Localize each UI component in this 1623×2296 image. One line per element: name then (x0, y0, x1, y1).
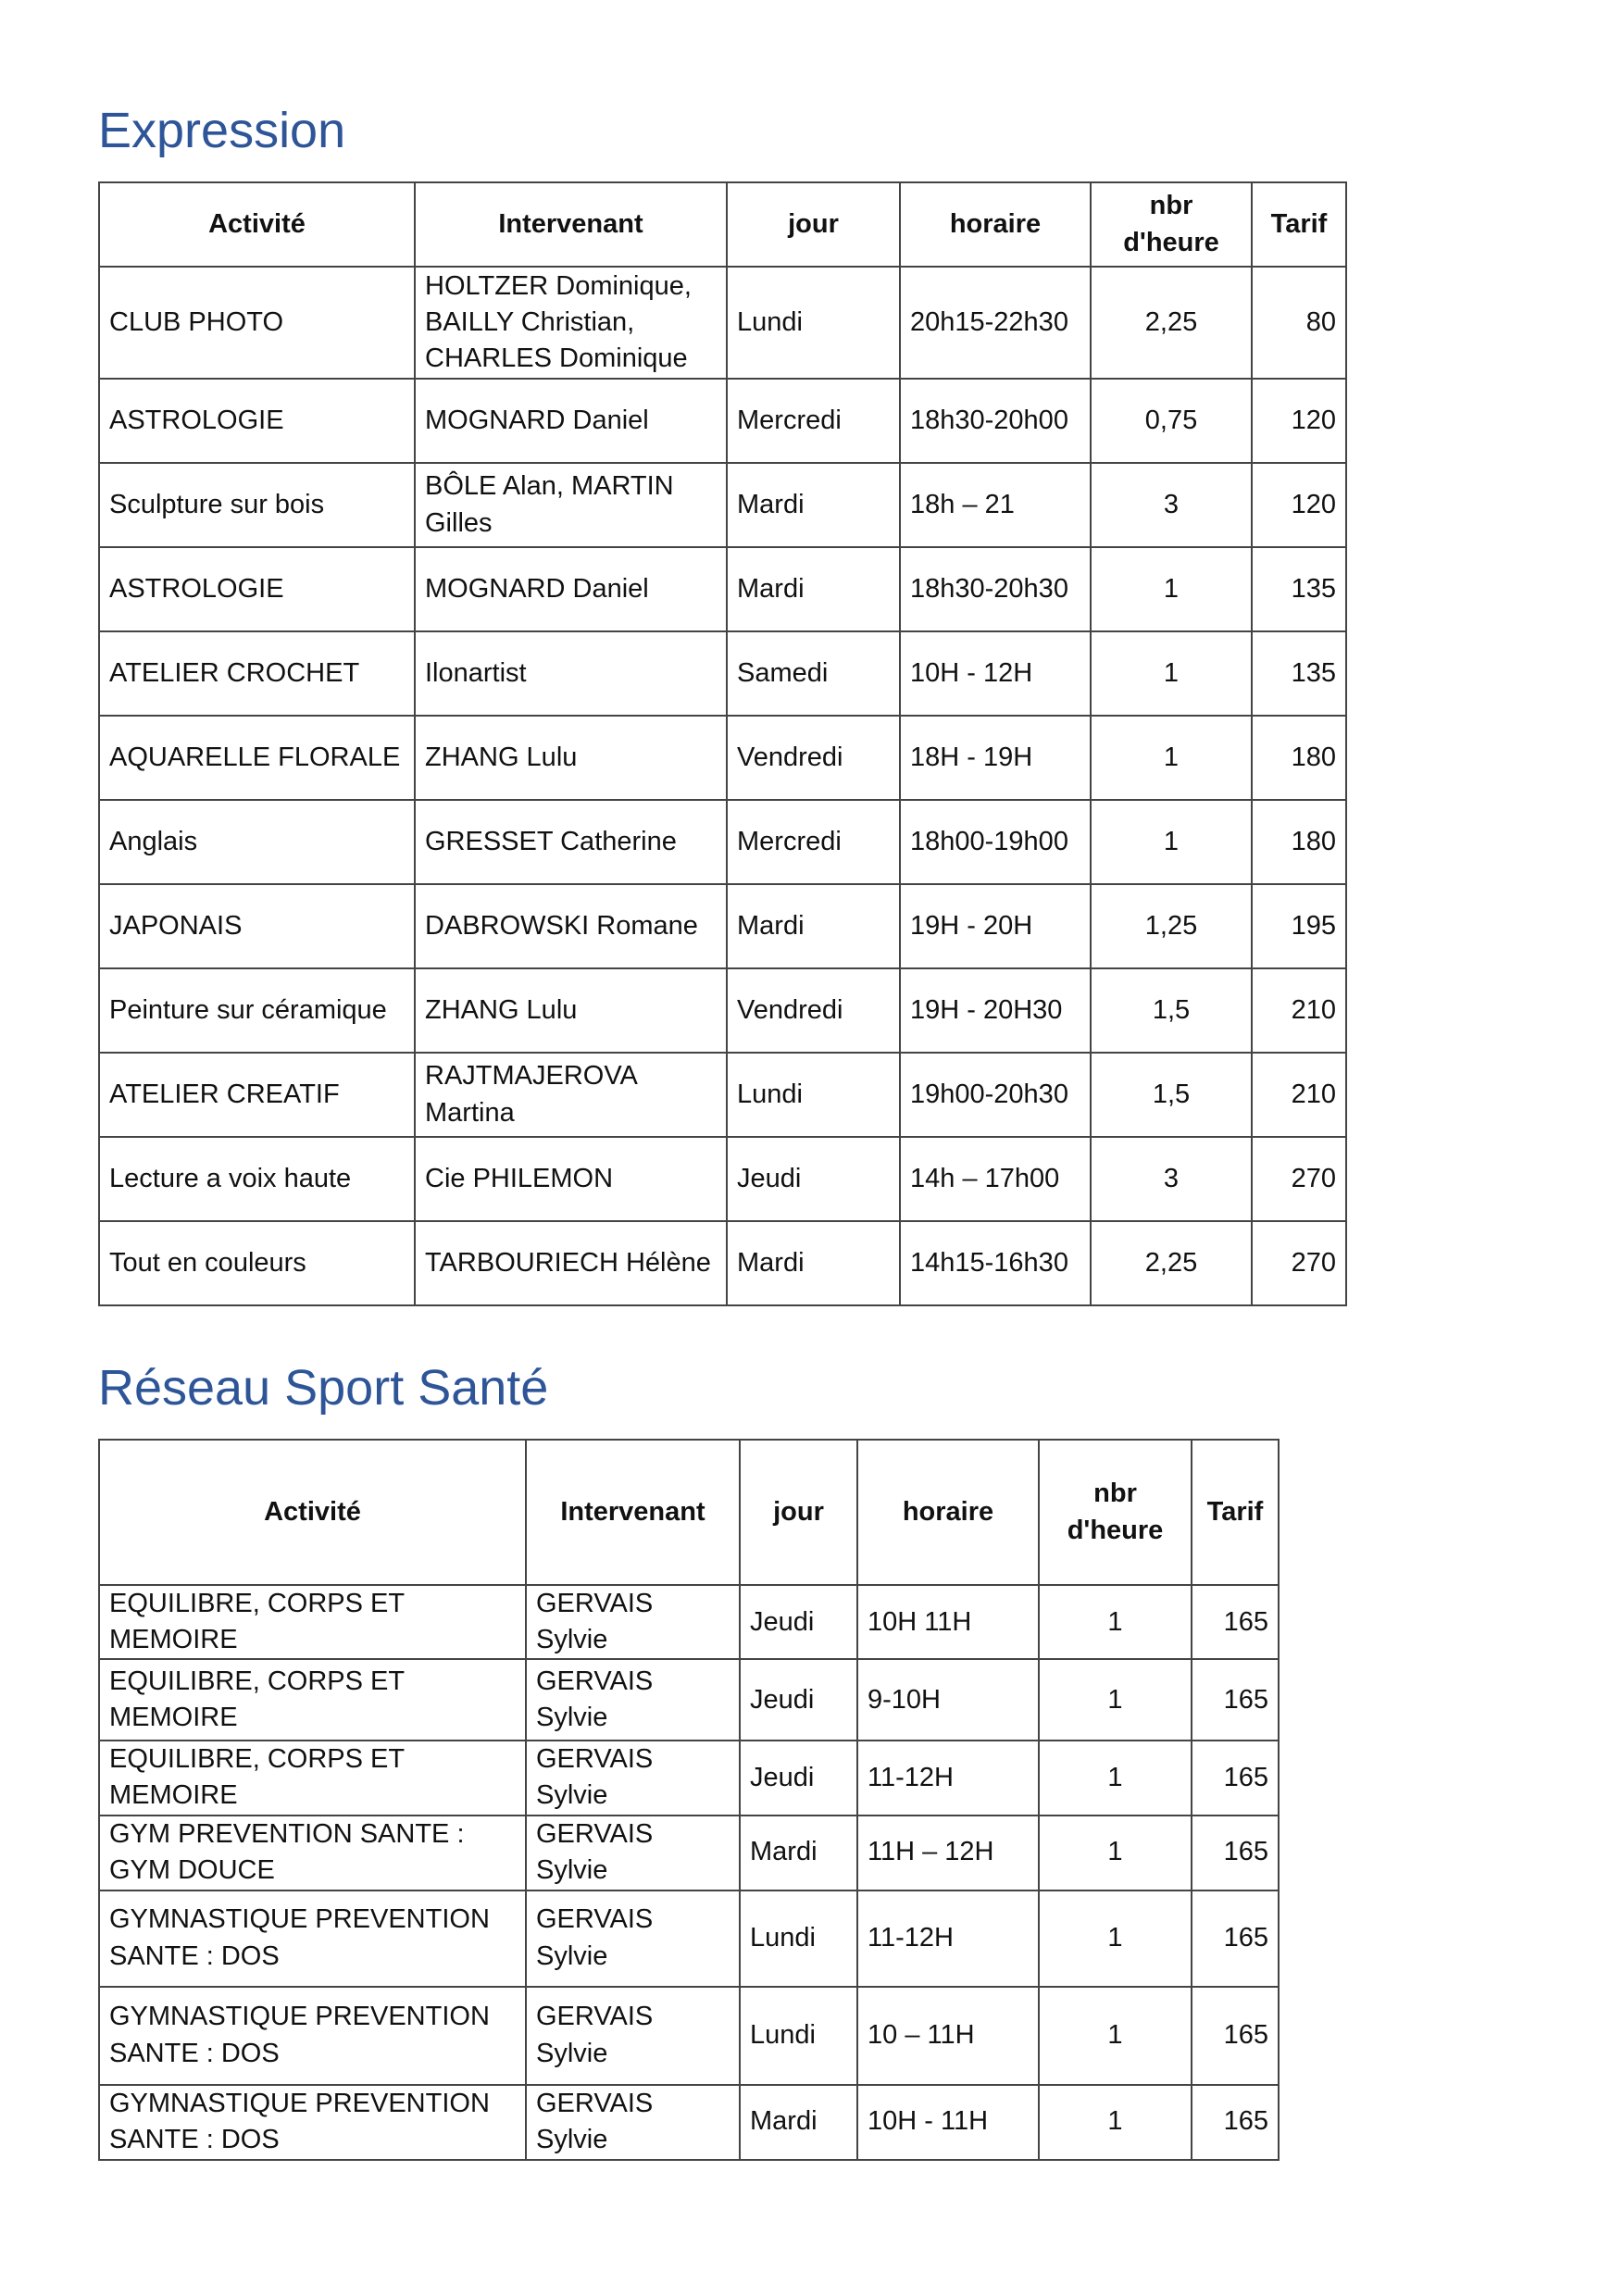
cell-horaire: 10H - 12H (900, 631, 1091, 716)
cell-tarif: 165 (1192, 1585, 1279, 1659)
header-nbr-heure (1091, 182, 1252, 267)
cell-nbr: 1 (1039, 1816, 1192, 1890)
cell-tarif: 80 (1252, 267, 1346, 379)
cell-jour: Jeudi (727, 1137, 900, 1221)
cell-jour: Mardi (727, 547, 900, 631)
table-row (99, 267, 1346, 379)
header-nbr-line1: nbr (1093, 1479, 1137, 1509)
cell-intervenant: MOGNARD Daniel (415, 547, 727, 631)
cell-activite: AQUARELLE FLORALE (99, 716, 415, 800)
cell-activite: CLUB PHOTO (99, 267, 415, 379)
cell-nbr: 1,25 (1091, 884, 1252, 968)
header-nbr-line2: d'heure (1123, 227, 1219, 257)
table-row (99, 1987, 1279, 2085)
cell-activite: Lecture a voix haute (99, 1137, 415, 1221)
header-activite: Activité (99, 1440, 526, 1585)
cell-intervenant: GERVAIS Sylvie (526, 1816, 740, 1890)
header-jour: jour (727, 182, 900, 267)
cell-nbr: 1 (1039, 1585, 1192, 1659)
cell-jour: Lundi (740, 1987, 857, 2085)
table-row (99, 2085, 1279, 2160)
cell-jour: Mardi (740, 1816, 857, 1890)
cell-intervenant: GERVAIS Sylvie (526, 1890, 740, 1987)
table-row (99, 1741, 1279, 1815)
cell-jour: Vendredi (727, 716, 900, 800)
section-title-expression: Expression (98, 103, 346, 158)
cell-tarif: 120 (1252, 463, 1346, 547)
table-header-row (99, 182, 1346, 267)
cell-nbr: 1 (1091, 631, 1252, 716)
cell-nbr: 1 (1039, 1890, 1192, 1987)
cell-jour: Lundi (740, 1890, 857, 1987)
table-row (99, 463, 1346, 547)
cell-activite: EQUILIBRE, CORPS ET MEMOIRE (99, 1585, 526, 1659)
cell-horaire: 19H - 20H30 (900, 968, 1091, 1053)
header-nbr-line1: nbr (1149, 191, 1193, 221)
cell-nbr: 0,75 (1091, 379, 1252, 463)
cell-horaire: 20h15-22h30 (900, 267, 1091, 379)
cell-nbr: 1 (1091, 716, 1252, 800)
expression-table (98, 181, 1347, 1306)
cell-nbr: 1 (1091, 547, 1252, 631)
table-row (99, 1816, 1279, 1890)
cell-intervenant: RAJTMAJEROVA Martina (415, 1053, 727, 1137)
header-activite: Activité (99, 182, 415, 267)
cell-horaire: 10H - 11H (857, 2085, 1039, 2160)
cell-tarif: 165 (1192, 2085, 1279, 2160)
cell-intervenant: ZHANG Lulu (415, 968, 727, 1053)
header-intervenant: Intervenant (415, 182, 727, 267)
cell-intervenant: GRESSET Catherine (415, 800, 727, 884)
cell-intervenant: GERVAIS Sylvie (526, 1585, 740, 1659)
cell-jour: Mercredi (727, 379, 900, 463)
cell-tarif: 165 (1192, 1741, 1279, 1815)
cell-horaire: 11H – 12H (857, 1816, 1039, 1890)
table-row (99, 1659, 1279, 1741)
cell-intervenant: Cie PHILEMON (415, 1137, 727, 1221)
cell-intervenant: GERVAIS Sylvie (526, 1741, 740, 1815)
cell-intervenant: BÔLE Alan, MARTIN Gilles (415, 463, 727, 547)
cell-tarif: 270 (1252, 1221, 1346, 1305)
cell-activite: Anglais (99, 800, 415, 884)
cell-horaire: 18h – 21 (900, 463, 1091, 547)
cell-activite: Tout en couleurs (99, 1221, 415, 1305)
cell-activite: Peinture sur céramique (99, 968, 415, 1053)
cell-tarif: 135 (1252, 547, 1346, 631)
cell-horaire: 10H 11H (857, 1585, 1039, 1659)
cell-jour: Vendredi (727, 968, 900, 1053)
cell-tarif: 165 (1192, 1659, 1279, 1741)
cell-activite: EQUILIBRE, CORPS ET MEMOIRE (99, 1741, 526, 1815)
cell-horaire: 18h30-20h00 (900, 379, 1091, 463)
cell-tarif: 180 (1252, 716, 1346, 800)
table-row (99, 1585, 1279, 1659)
cell-jour: Mercredi (727, 800, 900, 884)
cell-jour: Jeudi (740, 1585, 857, 1659)
cell-intervenant: DABROWSKI Romane (415, 884, 727, 968)
cell-nbr: 1,5 (1091, 1053, 1252, 1137)
cell-horaire: 11-12H (857, 1741, 1039, 1815)
table-row (99, 884, 1346, 968)
cell-tarif: 210 (1252, 1053, 1346, 1137)
cell-activite: Sculpture sur bois (99, 463, 415, 547)
cell-jour: Lundi (727, 1053, 900, 1137)
cell-horaire: 9-10H (857, 1659, 1039, 1741)
cell-activite: GYMNASTIQUE PREVENTION SANTE : DOS (99, 1890, 526, 1987)
table-header-row (99, 1440, 1279, 1585)
header-nbr-heure (1039, 1440, 1192, 1585)
cell-intervenant: GERVAIS Sylvie (526, 1987, 740, 2085)
cell-horaire: 19H - 20H (900, 884, 1091, 968)
cell-tarif: 165 (1192, 1816, 1279, 1890)
table-row (99, 631, 1346, 716)
cell-intervenant: GERVAIS Sylvie (526, 1659, 740, 1741)
cell-horaire: 18h30-20h30 (900, 547, 1091, 631)
header-tarif: Tarif (1192, 1440, 1279, 1585)
cell-tarif: 195 (1252, 884, 1346, 968)
cell-nbr: 2,25 (1091, 1221, 1252, 1305)
header-horaire: horaire (857, 1440, 1039, 1585)
cell-horaire: 18H - 19H (900, 716, 1091, 800)
cell-intervenant: TARBOURIECH Hélène (415, 1221, 727, 1305)
cell-activite: ASTROLOGIE (99, 547, 415, 631)
cell-horaire: 18h00-19h00 (900, 800, 1091, 884)
cell-nbr: 1,5 (1091, 968, 1252, 1053)
cell-nbr: 3 (1091, 1137, 1252, 1221)
cell-activite: GYMNASTIQUE PREVENTION SANTE : DOS (99, 1987, 526, 2085)
cell-jour: Mardi (740, 2085, 857, 2160)
cell-activite: GYM PREVENTION SANTE : GYM DOUCE (99, 1816, 526, 1890)
cell-activite: ATELIER CROCHET (99, 631, 415, 716)
cell-tarif: 135 (1252, 631, 1346, 716)
cell-jour: Mardi (727, 463, 900, 547)
cell-intervenant: Ilonartist (415, 631, 727, 716)
cell-tarif: 165 (1192, 1890, 1279, 1987)
cell-intervenant: GERVAIS Sylvie (526, 2085, 740, 2160)
table-row (99, 968, 1346, 1053)
cell-horaire: 11-12H (857, 1890, 1039, 1987)
cell-horaire: 14h – 17h00 (900, 1137, 1091, 1221)
cell-intervenant: HOLTZER Dominique, BAILLY Christian, CHARLES Dominique (415, 267, 727, 379)
cell-activite: EQUILIBRE, CORPS ET MEMOIRE (99, 1659, 526, 1741)
cell-horaire: 10 – 11H (857, 1987, 1039, 2085)
cell-tarif: 270 (1252, 1137, 1346, 1221)
reseau-sport-sante-table (98, 1439, 1280, 2161)
table-row (99, 716, 1346, 800)
cell-nbr: 2,25 (1091, 267, 1252, 379)
cell-nbr: 3 (1091, 463, 1252, 547)
table-row (99, 1053, 1346, 1137)
cell-intervenant: MOGNARD Daniel (415, 379, 727, 463)
cell-horaire: 14h15-16h30 (900, 1221, 1091, 1305)
table-row (99, 547, 1346, 631)
table-row (99, 379, 1346, 463)
cell-tarif: 165 (1192, 1987, 1279, 2085)
cell-tarif: 180 (1252, 800, 1346, 884)
table-row (99, 1221, 1346, 1305)
cell-nbr: 1 (1039, 2085, 1192, 2160)
cell-horaire: 19h00-20h30 (900, 1053, 1091, 1137)
table-row (99, 1137, 1346, 1221)
cell-jour: Lundi (727, 267, 900, 379)
cell-jour: Jeudi (740, 1741, 857, 1815)
cell-jour: Mardi (727, 884, 900, 968)
cell-activite: ATELIER CREATIF (99, 1053, 415, 1137)
table-row (99, 1890, 1279, 1987)
cell-nbr: 1 (1091, 800, 1252, 884)
cell-activite: JAPONAIS (99, 884, 415, 968)
cell-tarif: 120 (1252, 379, 1346, 463)
header-jour: jour (740, 1440, 857, 1585)
cell-activite: ASTROLOGIE (99, 379, 415, 463)
cell-tarif: 210 (1252, 968, 1346, 1053)
cell-nbr: 1 (1039, 1741, 1192, 1815)
header-intervenant: Intervenant (526, 1440, 740, 1585)
section-title-reseau-sport-sante: Réseau Sport Santé (98, 1360, 549, 1416)
cell-intervenant: ZHANG Lulu (415, 716, 727, 800)
cell-jour: Jeudi (740, 1659, 857, 1741)
header-horaire: horaire (900, 182, 1091, 267)
table-row (99, 800, 1346, 884)
cell-jour: Mardi (727, 1221, 900, 1305)
cell-jour: Samedi (727, 631, 900, 716)
cell-activite: GYMNASTIQUE PREVENTION SANTE : DOS (99, 2085, 526, 2160)
header-nbr-line2: d'heure (1067, 1515, 1164, 1545)
header-tarif: Tarif (1252, 182, 1346, 267)
cell-nbr: 1 (1039, 1987, 1192, 2085)
cell-nbr: 1 (1039, 1659, 1192, 1741)
